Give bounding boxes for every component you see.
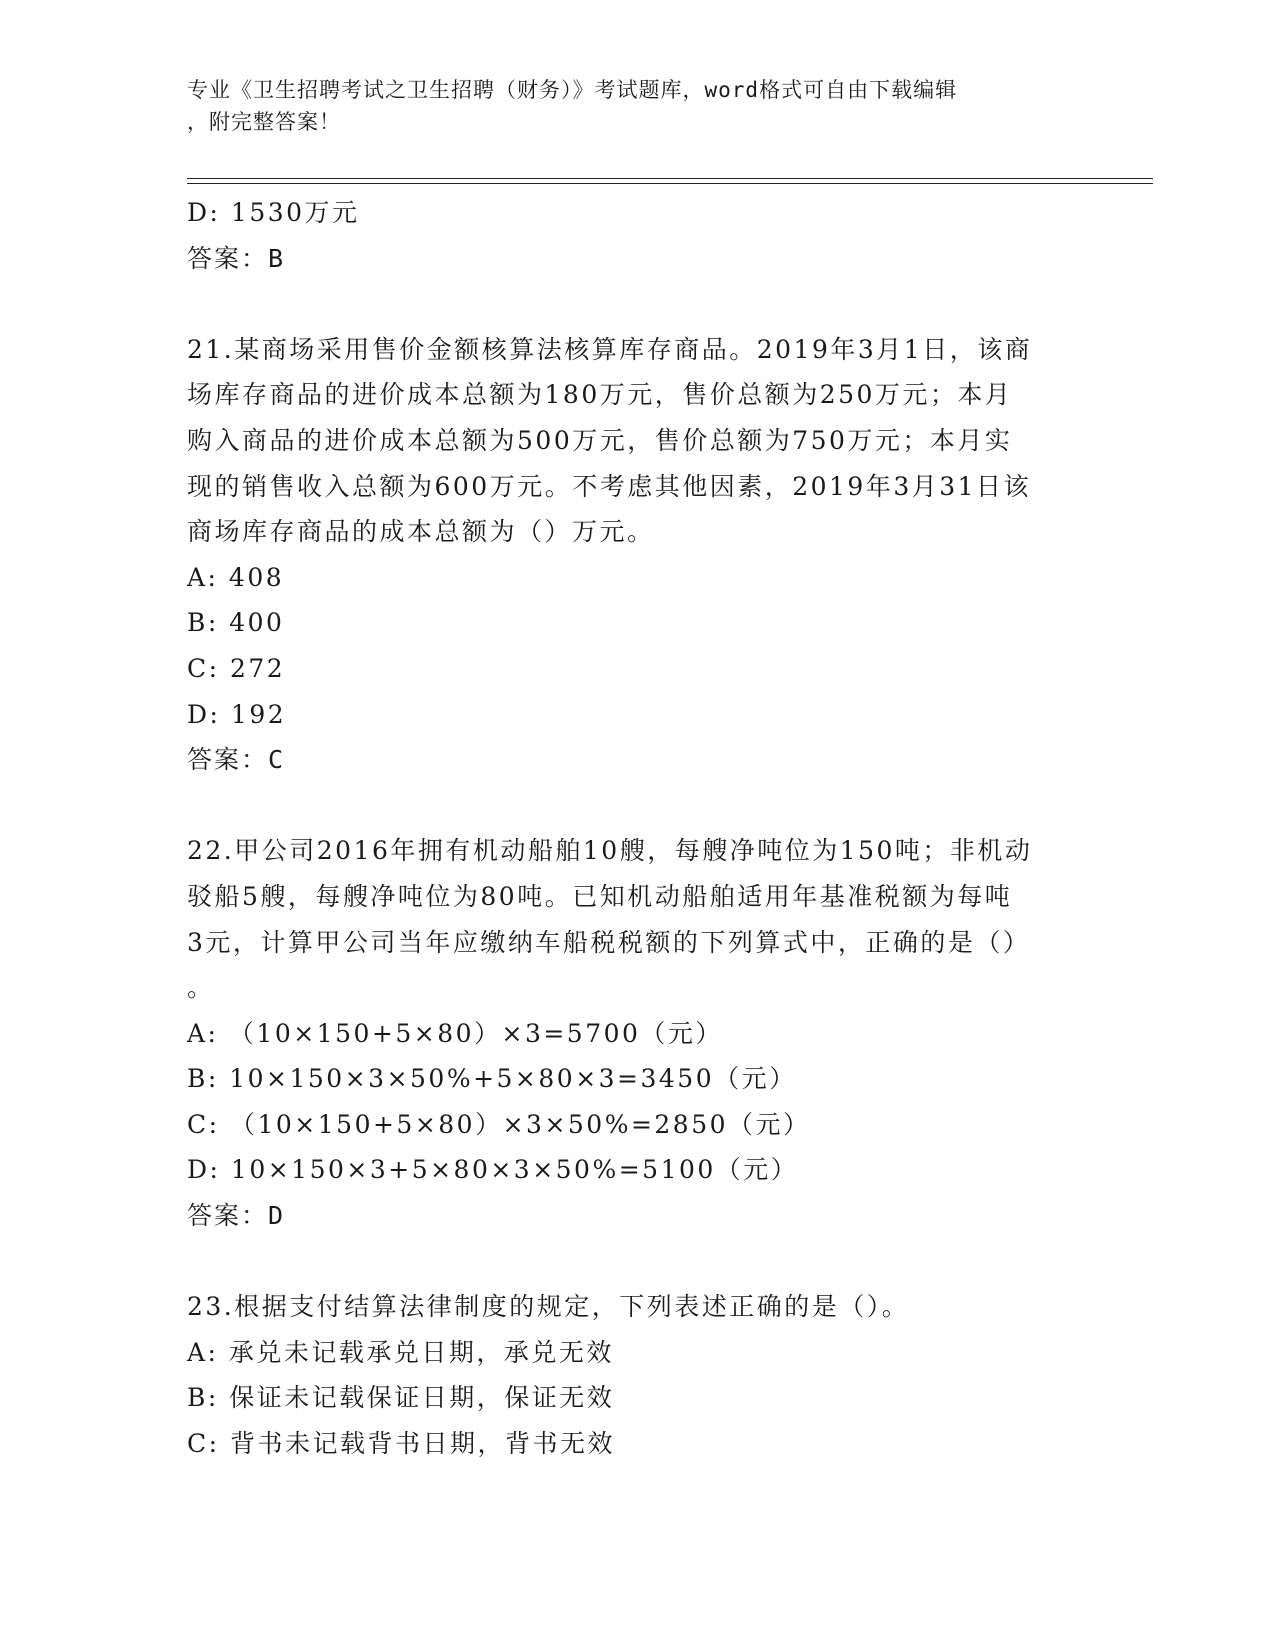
header-title-line-2: ，附完整答案！ bbox=[187, 110, 341, 134]
question-23-option-a: A: 承兑未记载承兑日期，承兑无效 bbox=[187, 1337, 614, 1367]
spacer bbox=[187, 1239, 1087, 1285]
question-21-option-d: D: 192 bbox=[187, 699, 287, 729]
question-23 bbox=[187, 1284, 1087, 1466]
prev-option-d: D: 1530万元 bbox=[187, 198, 360, 227]
question-22-stem-line: 3元，计算甲公司当年应缴纳车船税税额的下列算式中，正确的是（） bbox=[187, 927, 1031, 957]
question-21-option-c: C: 272 bbox=[187, 653, 286, 683]
spacer bbox=[187, 783, 1087, 829]
question-23-option-b: B: 保证未记载保证日期，保证无效 bbox=[187, 1383, 615, 1413]
page-header bbox=[187, 74, 1067, 138]
header-divider-thick bbox=[187, 183, 1153, 184]
question-22-stem-line: 。 bbox=[187, 973, 215, 1003]
question-21-stem-line: 场库存商品的进价成本总额为180万元，售价总额为250万元；本月 bbox=[187, 380, 1013, 410]
question-23-stem-line: 23.根据支付结算法律制度的规定，下列表述正确的是（）。 bbox=[187, 1292, 910, 1322]
question-23-option-c: C: 背书未记载背书日期，背书无效 bbox=[187, 1429, 615, 1459]
question-22-stem-line: 22.甲公司2016年拥有机动船舶10艘，每艘净吨位为150吨；非机动 bbox=[187, 836, 1033, 866]
question-content bbox=[187, 190, 1087, 1467]
question-21 bbox=[187, 327, 1087, 783]
question-21-stem-line: 购入商品的进价成本总额为500万元，售价总额为750万元；本月实 bbox=[187, 425, 1013, 455]
question-21-stem-line: 商场库存商品的成本总额为（）万元。 bbox=[187, 517, 655, 547]
prev-answer: 答案：B bbox=[187, 243, 286, 273]
header-title-line-1: 专业《卫生招聘考试之卫生招聘（财务）》考试题库，word格式可自由下载编辑 bbox=[187, 78, 958, 102]
question-21-stem-line: 21.某商场采用售价金额核算法核算库存商品。2019年3月1日，该商 bbox=[187, 334, 1033, 364]
spacer bbox=[187, 281, 1087, 327]
question-21-stem-line: 现的销售收入总额为600万元。不考虑其他因素，2019年3月31日该 bbox=[187, 471, 1032, 501]
question-21-option-a: A: 408 bbox=[187, 562, 285, 592]
question-22-option-d: D: 10×150×3+5×80×3×50%=5100（元） bbox=[187, 1155, 799, 1185]
question-22-option-c: C: （10×150+5×80）×3×50%=2850（元） bbox=[187, 1109, 811, 1139]
question-22-stem-line: 驳船5艘，每艘净吨位为80吨。已知机动船舶适用年基准税额为每吨 bbox=[187, 881, 1013, 911]
question-21-answer: 答案：C bbox=[187, 745, 286, 775]
question-22-option-a: A: （10×150+5×80）×3=5700（元） bbox=[187, 1018, 723, 1048]
question-22-option-b: B: 10×150×3×50%+5×80×3=3450（元） bbox=[187, 1064, 797, 1094]
header-divider-thin bbox=[187, 178, 1153, 179]
question-22 bbox=[187, 828, 1087, 1238]
question-21-option-b: B: 400 bbox=[187, 608, 285, 638]
question-22-answer: 答案：D bbox=[187, 1201, 286, 1231]
